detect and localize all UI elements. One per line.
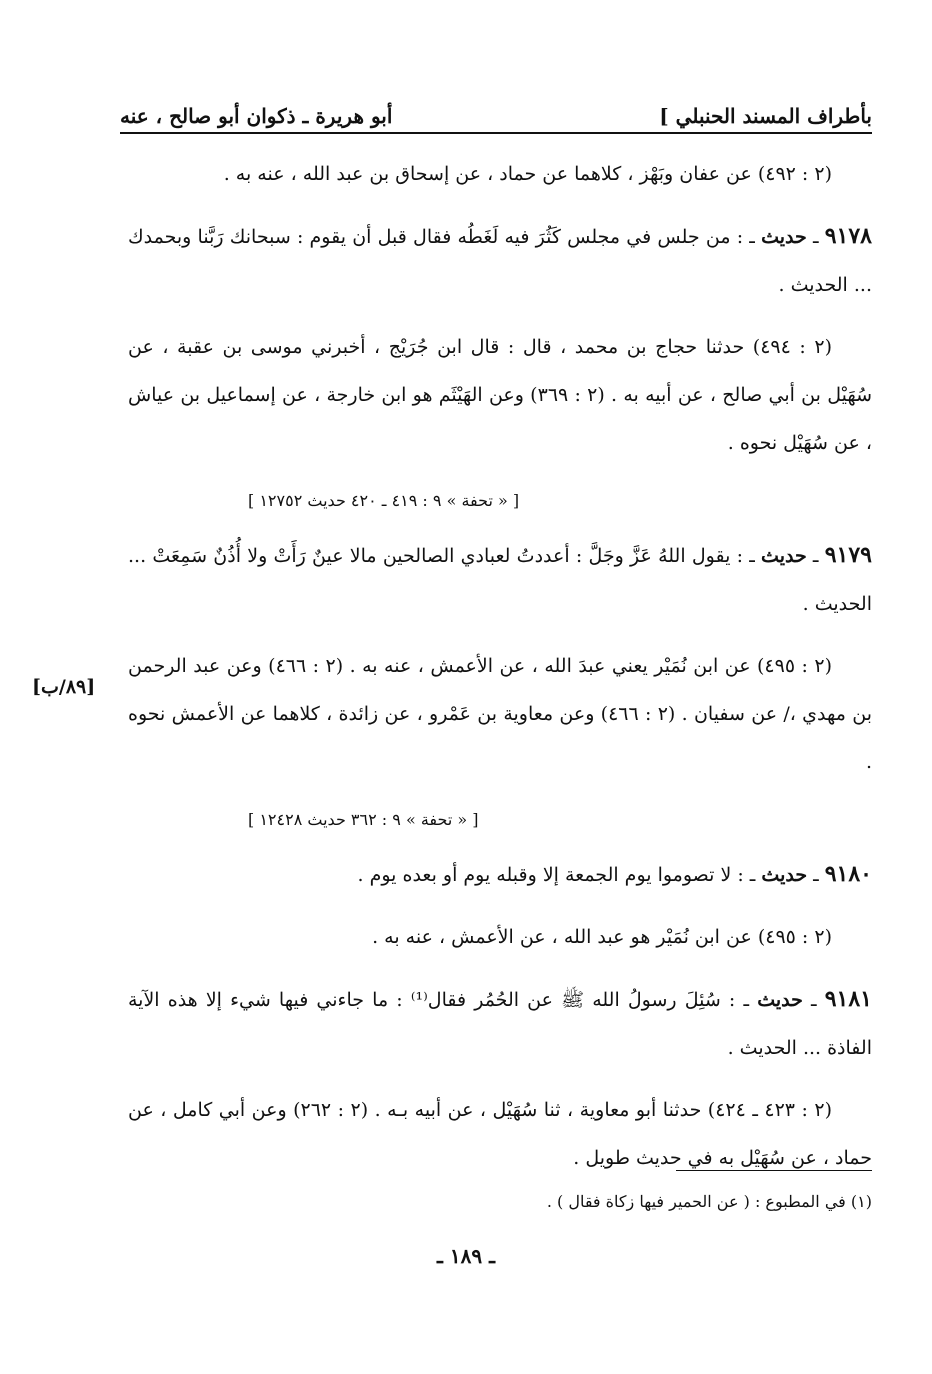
hadith-label: حديث [761, 864, 808, 886]
hadith-label: حديث [757, 989, 803, 1011]
hadith-dash: ـ [807, 864, 825, 886]
manuscript-folio-marker: [٨٩/ب] [32, 676, 96, 698]
hadith-text: ـ : سُئِلَ رسولُ الله ﷺ عن الحُمُر فقال⁽¹⁾ : ما جاءني فيها شيء إلا هذه الآية الفاذة ... الحديث . [128, 989, 872, 1059]
tuhfa-reference: [ « تحفة » ٩ : ٣٦٢ حديث ١٢٤٢٨ ] [248, 810, 479, 829]
hadith-dash: ـ [806, 226, 825, 248]
hadith-entry-9179 [128, 531, 872, 628]
source-paragraph: (٢ : ٤٢٣ ـ ٤٢٤) حدثنا أبو معاوية ، ثنا سُهَيْل ، عن أبيه بـه . (٢ : ٢٦٢) وعن أبي كامل ، عن حماد ، عن سُهَيْل به في حديث طويل . [128, 1099, 872, 1169]
hadith-number: ٩١٨١ [824, 986, 872, 1012]
hadith-number: ٩١٧٩ [824, 542, 872, 568]
footnote-divider [676, 1170, 872, 1171]
tuhfa-reference: [ « تحفة » ٩ : ٤١٩ ـ ٤٢٠ حديث ١٢٧٥٢ ] [248, 491, 520, 510]
hadith-label: حديث [761, 226, 807, 248]
hadith-dash: ـ [802, 989, 825, 1011]
hadith-number: ٩١٨٠ [824, 861, 872, 887]
hadith-entry-9180 [128, 850, 872, 899]
hadith-text: ـ : من جلس في مجلس كَثُرَ فيه لَغَطُه فقال قبل أن يقوم : سبحانك رَبَّنا وبحمدك ... الحديث . [128, 226, 872, 296]
header-book-title: بأطراف المسند الحنبلي ] [659, 104, 872, 128]
hadith-text: ـ : لا تصوموا يوم الجمعة إلا وقبله يوم أو بعده يوم . [357, 864, 762, 886]
footnote: (١) في المطبوع : ( عن الحمير فيها زكاة فقال ) . [546, 1192, 872, 1211]
source-paragraph: (٢ : ٤٩٥) عن ابن نُمَيْر هو عبد الله ، عن الأعمش ، عنه به . [372, 926, 832, 948]
source-paragraph: (٢ : ٤٩٥) عن ابن نُمَيْر يعني عبدَ الله ، عن الأعمش ، عنه به . (٢ : ٤٦٦) وعن عبد الرحمن بن مهدي ،/ عن سفيان . (٢ : ٤٦٦) وعن معاوية بن عَمْرو ، عن زائدة ، كلاهما عن الأعمش نحوه . [128, 655, 872, 773]
hadith-number: ٩١٧٨ [824, 223, 872, 249]
page-body [128, 150, 872, 1196]
hadith-entry-9178 [128, 212, 872, 309]
header-section-title: أبو هريرة ـ ذكوان أبو صالح ، عنه [120, 104, 393, 128]
hadith-label: حديث [761, 545, 807, 567]
page-number: ـ ١٨٩ ـ [437, 1244, 495, 1268]
source-paragraph: (٢ : ٤٩٢) عن عفان وبَهْز ، كلاهما عن حماد ، عن إسحاق بن عبد الله ، عنه به . [223, 163, 832, 185]
header-divider [120, 132, 872, 134]
source-paragraph: (٢ : ٤٩٤) حدثنا حجاج بن محمد ، قال : قال ابن جُرَيْج ، أخبرني موسى بن عقبة ، عن سُهَيْل بن أبي صالح ، عن أبيه به . (٢ : ٣٦٩) وعن الهَيْثَم هو ابن خارجة ، عن إسماعيل بن عياش ، عن سُهَيْل نحوه . [128, 336, 872, 454]
hadith-dash: ـ [806, 545, 825, 567]
running-header [120, 94, 872, 128]
hadith-entry-9181 [128, 975, 872, 1072]
hadith-text: ـ : يقول اللهُ عَزَّ وجَلَّ : أعددتُ لعبادي الصالحين مالا عينٌ رَأَتْ ولا أُذُنٌ سَمِعَتْ ... الحديث . [128, 545, 872, 615]
